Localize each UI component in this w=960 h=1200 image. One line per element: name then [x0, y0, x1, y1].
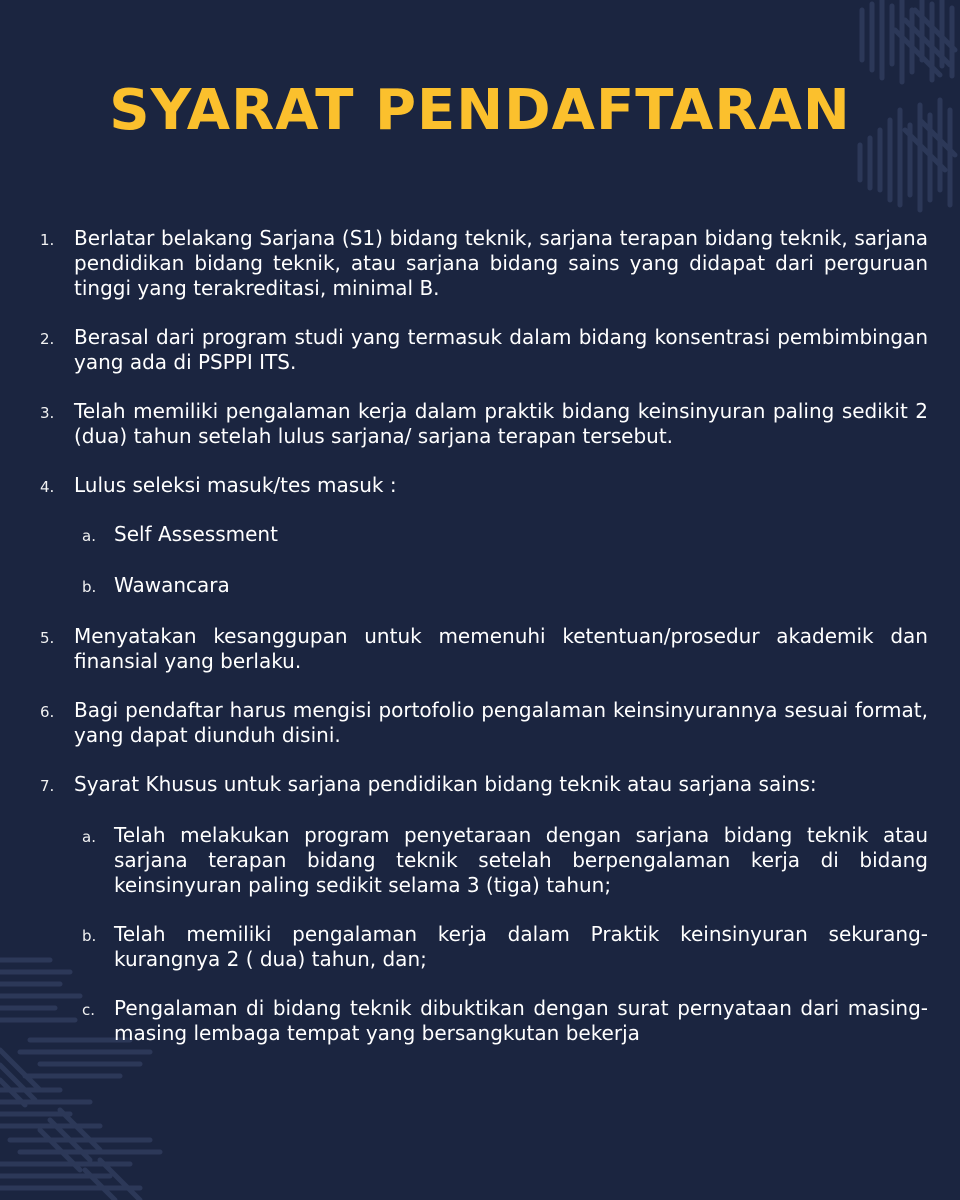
- sub-item-text: Pengalaman di bidang teknik dibuktikan dengan surat pernyataan dari masing-masing lembaga tempat yang bersangkutan bekerja: [114, 996, 928, 1045]
- item-text: Lulus seleksi masuk/tes masuk :: [74, 473, 397, 497]
- item-marker: 7.: [40, 777, 55, 795]
- item-marker: 6.: [40, 703, 55, 721]
- sub-requirement-item: [40, 996, 928, 1046]
- page-title: SYARAT PENDAFTARAN: [109, 78, 851, 143]
- item-marker: 3.: [40, 404, 55, 422]
- sub-item-marker: a.: [82, 828, 96, 846]
- requirement-item: [40, 226, 928, 301]
- sub-item-marker: c.: [82, 1001, 96, 1019]
- item-text: Syarat Khusus untuk sarjana pendidikan bidang teknik atau sarjana sains:: [74, 772, 817, 796]
- item-text: Telah memiliki pengalaman kerja dalam praktik bidang keinsinyuran paling sedikit 2 (dua) tahun setelah lulus sarjana/ sarjana terapan tersebut.: [74, 399, 928, 448]
- item-marker: 2.: [40, 330, 55, 348]
- sub-requirement-item: [40, 922, 928, 972]
- requirement-item: [40, 325, 928, 375]
- sub-item-text: Telah melakukan program penyetaraan dengan sarjana bidang teknik atau sarjana terapan bidang teknik setelah berpengalaman kerja di bidang keinsinyuran paling sedikit selama 3 (tiga) tahun;: [114, 823, 928, 897]
- item-text: Menyatakan kesanggupan untuk memenuhi ketentuan/prosedur akademik dan finansial yang berlaku.: [74, 624, 928, 673]
- item-marker: 5.: [40, 629, 55, 647]
- item-text: Berlatar belakang Sarjana (S1) bidang teknik, sarjana terapan bidang teknik, sarjana pendidikan bidang teknik, atau sarjana bidang sains yang didapat dari perguruan tinggi yang terakreditasi, minimal B.: [74, 226, 928, 300]
- item-marker: 4.: [40, 478, 55, 496]
- sub-requirement-item: [40, 522, 928, 549]
- item-text: Bagi pendaftar harus mengisi portofolio pengalaman keinsinyurannya sesuai format, yang dapat diunduh disini.: [74, 698, 928, 747]
- requirement-item: [40, 698, 928, 748]
- item-text: Berasal dari program studi yang termasuk dalam bidang konsentrasi pembimbingan yang ada di PSPPI ITS.: [74, 325, 928, 374]
- requirements-list: [40, 226, 928, 1070]
- sub-requirement-item: [40, 823, 928, 898]
- sub-item-text: Telah memiliki pengalaman kerja dalam Praktik keinsinyuran sekurang-kurangnya 2 ( dua) tahun, dan;: [114, 922, 928, 971]
- sub-item-marker: b.: [82, 927, 97, 945]
- requirement-item: [40, 399, 928, 449]
- sub-requirement-item: [40, 573, 928, 600]
- sub-item-marker: a.: [82, 527, 96, 545]
- sub-item-text: Wawancara: [114, 573, 230, 597]
- item-marker: 1.: [40, 231, 55, 249]
- requirement-item: [40, 624, 928, 674]
- requirement-item: [40, 772, 928, 799]
- requirement-item: [40, 473, 928, 500]
- sub-item-marker: b.: [82, 578, 97, 596]
- sub-item-text: Self Assessment: [114, 522, 278, 546]
